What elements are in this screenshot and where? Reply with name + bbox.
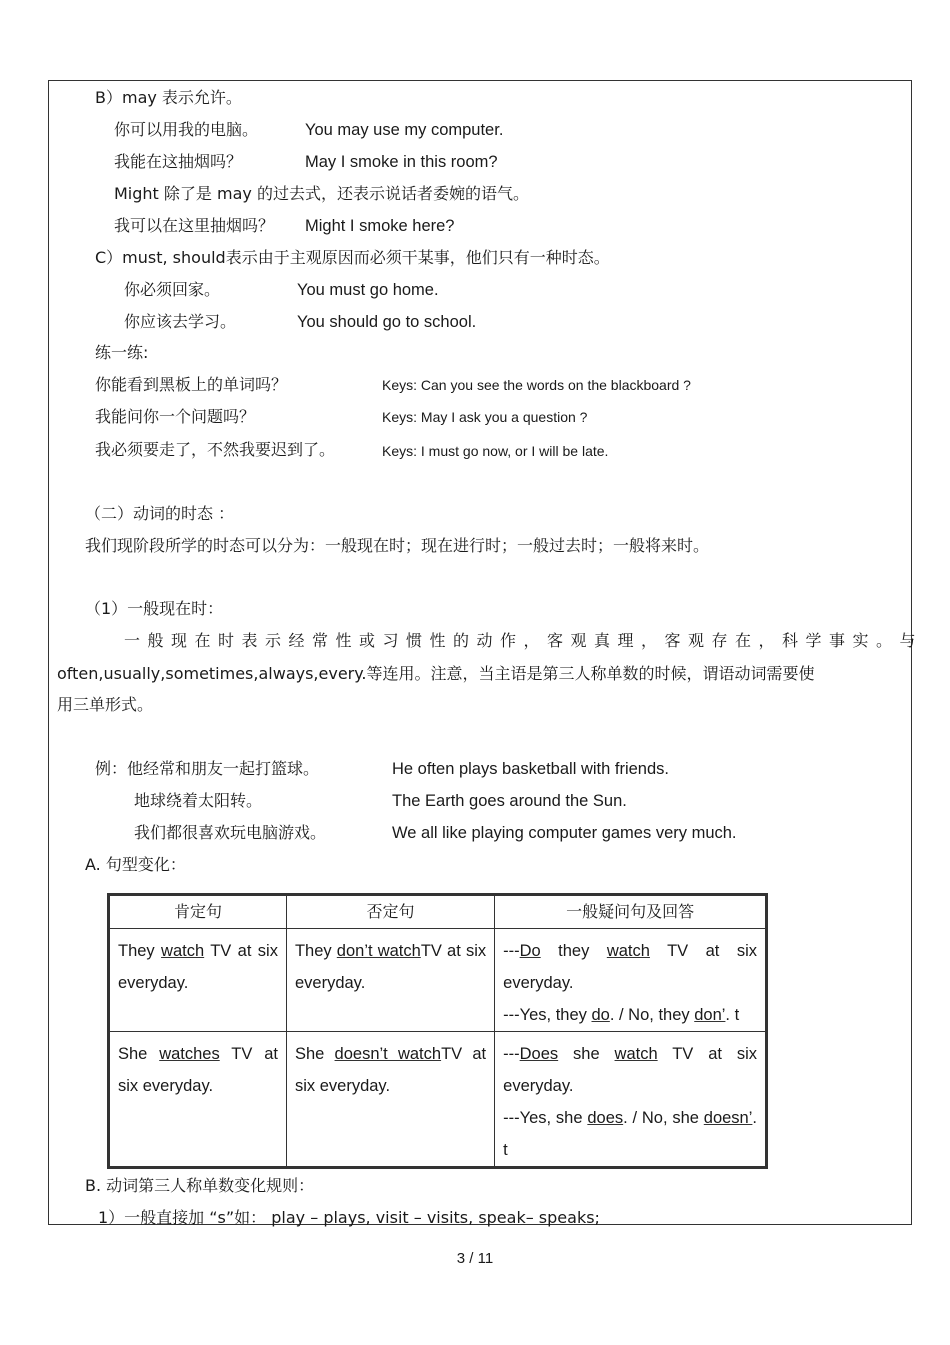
underlined-verb: Do [519, 942, 541, 960]
underlined-verb: watch [161, 942, 205, 960]
tense-section-heading: （二）动词的时态 ： [85, 504, 235, 523]
example-1-cn: 例：他经常和朋友一起打篮球。 [95, 759, 320, 778]
sentence-pattern-heading: A. 句型变化： [85, 855, 186, 874]
underlined-verb: does [587, 1109, 624, 1127]
should-example-cn: 你应该去学习。 [124, 312, 237, 331]
example-3-en: We all like playing computer games very much. [392, 824, 737, 842]
example-2-en: The Earth goes around the Sun. [392, 792, 627, 810]
may-heading: B）may 表示允许。 [95, 88, 242, 107]
header-negative: 否定句 [286, 895, 494, 929]
must-should-heading: C）must, should表示由于主观原因而必须干某事，他们只有一种时态。 [95, 248, 610, 267]
header-affirmative: 肯定句 [109, 895, 287, 929]
third-person-rules-heading: B. 动词第三人称单数变化规则： [85, 1176, 315, 1195]
table-row [109, 1032, 767, 1168]
table-row [109, 929, 767, 1032]
must-example-cn: 你必须回家。 [124, 280, 221, 299]
page-number: 3 / 11 [456, 1250, 494, 1267]
may-example-2-en: May I smoke in this room? [305, 153, 498, 171]
tense-section-desc: 我们现阶段所学的时态可以分为：一般现在时；现在进行时；一般过去时；一般将来时。 [85, 536, 710, 555]
row2-question: ---Does she watch TV at six everyday. ---Yes, she does. / No, she doesn’. t [495, 1032, 767, 1168]
present-simple-heading: （1）一般现在时： [85, 599, 224, 618]
table-header-row [109, 895, 767, 929]
present-simple-desc-3: 用三单形式。 [57, 695, 154, 714]
might-example-en: Might I smoke here? [305, 217, 455, 235]
practice-2-key: Keys: May I ask you a question ? [382, 409, 588, 425]
must-example-en: You must go home. [297, 281, 439, 299]
practice-3-key: Keys: I must go now, or I will be late. [382, 443, 609, 459]
practice-2-cn: 我能问你一个问题吗？ [95, 407, 256, 426]
may-example-1-cn: 你可以用我的电脑。 [114, 120, 259, 139]
might-note: Might 除了是 may 的过去式，还表示说话者委婉的语气。 [114, 184, 529, 203]
underlined-verb: do [591, 1006, 610, 1024]
may-example-1-en: You may use my computer. [305, 121, 504, 139]
underlined-verb: doesn’t watch [334, 1045, 442, 1063]
should-example-en: You should go to school. [297, 313, 477, 331]
example-2-cn: 地球绕着太阳转。 [134, 791, 263, 810]
practice-heading: 练一练: [95, 343, 149, 362]
practice-3-cn: 我必须要走了，不然我要迟到了。 [95, 440, 336, 459]
underlined-verb: don’ [694, 1006, 726, 1024]
practice-1-key: Keys: Can you see the words on the blackboard ? [382, 377, 691, 393]
present-simple-desc-1: 一般现在时表示经常性或习惯性的动作，客观真理，客观存在，科学事实。与 [124, 631, 924, 650]
sentence-pattern-table [107, 893, 768, 1169]
row1-negative: They don’t watchTV at six everyday. [286, 929, 494, 1032]
present-simple-desc-2: often,usually,sometimes,always,every.等连用。注意，当主语是第三人称单数的时候，谓语动词需要使 [57, 664, 815, 683]
example-3-cn: 我们都很喜欢玩电脑游戏。 [134, 823, 327, 842]
underlined-verb: doesn’ [703, 1109, 753, 1127]
example-1-en: He often plays basketball with friends. [392, 760, 669, 778]
row1-question: ---Do they watch TV at six everyday. ---Yes, they do. / No, they don’. t [495, 929, 767, 1032]
row2-negative: She doesn’t watchTV at six everyday. [286, 1032, 494, 1168]
underlined-verb: watches [159, 1045, 220, 1063]
might-example-cn: 我可以在这里抽烟吗？ [114, 216, 275, 235]
row1-affirmative: They watch TV at six everyday. [109, 929, 287, 1032]
underlined-verb: Does [519, 1045, 559, 1063]
underlined-verb: watch [606, 942, 650, 960]
underlined-verb: don’t watch [336, 942, 421, 960]
may-example-2-cn: 我能在这抽烟吗？ [114, 152, 243, 171]
practice-1-cn: 你能看到黑板上的单词吗？ [95, 375, 288, 394]
row2-affirmative: She watches TV at six everyday. [109, 1032, 287, 1168]
header-question: 一般疑问句及回答 [495, 895, 767, 929]
underlined-verb: watch [614, 1045, 658, 1063]
third-person-rule-1: 1）一般直接加 “s”如： play – plays, visit – visits, speak– speaks; [98, 1208, 600, 1227]
